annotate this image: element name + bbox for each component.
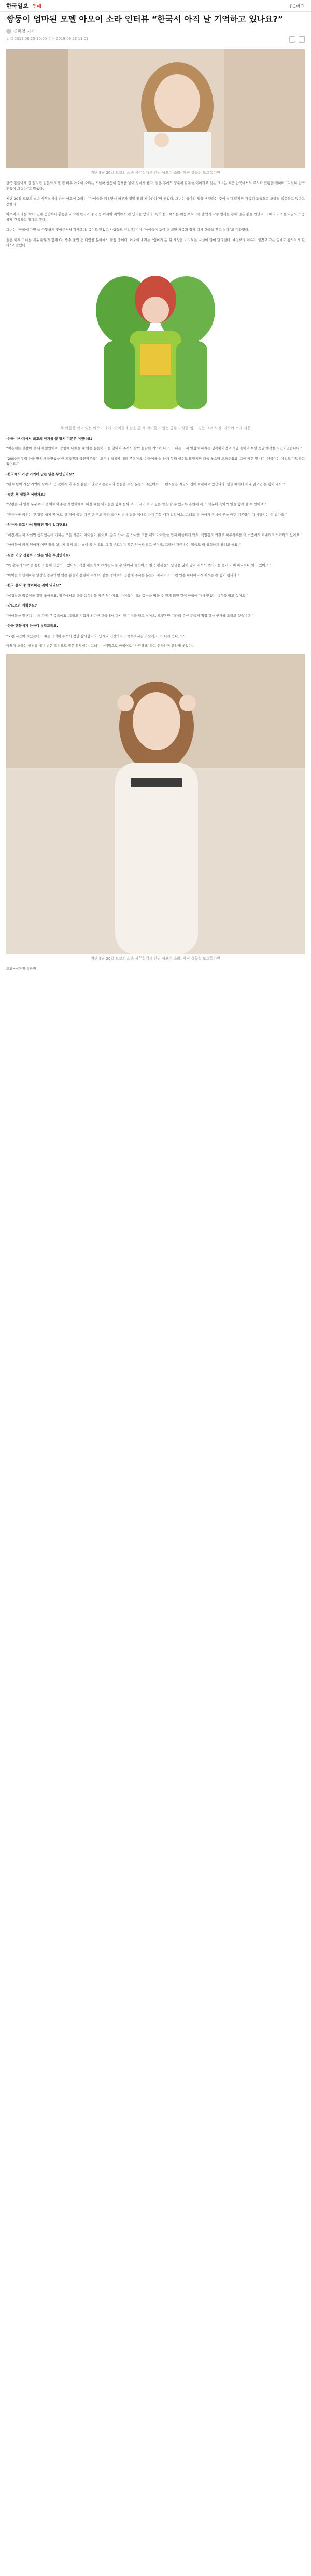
share-icon[interactable] bbox=[299, 36, 305, 43]
paragraph: 결혼 이후 그녀는 배우 활동과 함께 DJ, 방송 출연 등 다양한 분야에서 활동 중이다. 아오이 소라는 “엄마가 된 뒤 세상을 바라보는 시선이 많이 달라졌다. 예전보다 여유가 생겼고 작은 일에도 감사하게 된다”고 말했다. bbox=[6, 237, 305, 247]
answer: “DJ 활동과 SNS를 통한 소통에 집중하고 있어요. 직접 팬들과 이야기를 나눌 수 있어서 즐거워요. 한국 팬분들도 댓글을 많이 남겨 주셔서 번역기를 돌려 가며 하나하나 읽고 있어요.” bbox=[6, 563, 272, 567]
paragraph: 아오이 소라는 2000년대 중반부터 활동을 시작해 한국과 중국 등 아시아 지역에서 큰 인기를 얻었다. 특히 한국에서는 예능 프로그램 출연과 각종 행사를 통해 많은 팬을 만났고, 그때의 기억을 지금도 소중하게 간직하고 있다고 했다. bbox=[6, 212, 305, 222]
photo-2-caption: 두 아들을 안고 있는 아오이 소라. 아이들의 탈을 쓴 채 아이들이 입는 공룡 의상을 입고 있는 그녀 사진. 아오이 소라 제공 bbox=[60, 426, 251, 430]
section-label[interactable]: 연예 bbox=[32, 4, 41, 9]
photo-2 bbox=[67, 253, 244, 424]
byline: 도쿄=심동철 특파원 bbox=[6, 966, 36, 971]
pc-version-link[interactable]: PC버전 bbox=[289, 4, 305, 9]
paragraph: 그녀는 “한국에 가면 늘 따뜻하게 맞아주셔서 감사했다. 음식도 맛있고 사람들도 친절했다”며 “아이들이 조금 더 크면 가족과 함께 다시 한국을 찾고 싶다”고 덧붙였다. bbox=[6, 228, 250, 232]
answer: “아이들이 커서 엄마가 어떤 일을 했는지 알게 되는 날이 올 거예요. 그때 부끄럽지 않은 엄마가 되고 싶어요. 그래서 지금 하는 일들도 더 성실하게 하려고 해요.” bbox=[6, 543, 241, 547]
date-line: 입력 2019.09.23 10:00 수정 2019.09.23 11:03 bbox=[6, 37, 89, 41]
question: -요즘 가장 집중하고 있는 일은 무엇인가요? bbox=[6, 553, 71, 557]
meta-row bbox=[6, 36, 305, 43]
question: -앞으로의 계획은요? bbox=[6, 603, 37, 608]
brand-logo[interactable]: 한국일보 bbox=[6, 3, 29, 9]
photo-3-caption: 지난 9월 20일 도쿄의 소속 사무실에서 만난 아오이 소라. 사진 심동철 도쿄특파원 bbox=[91, 956, 220, 961]
answer: “오랜 시간이 지났는데도 저를 기억해 주셔서 정말 감사합니다. 언제나 건강하시고 행복하시길 바랄게요. 꼭 다시 만나요!” bbox=[6, 634, 185, 638]
answer: “아이들을 잘 키우는 게 가장 큰 목표예요. 그리고 기회가 된다면 한국에서 다시 팬 미팅을 열고 싶어요. 오랫동안 기다려 주신 분들께 직접 감사 인사를 드리고 싶습니다.” bbox=[6, 613, 253, 618]
question: -한국에서 가장 기억에 남는 일은 무엇인가요? bbox=[6, 472, 74, 476]
answer: 아오이 소라는 인터뷰 내내 밝은 표정으로 질문에 답했다. 그녀는 마지막으로 한국어로 “사랑해요”라고 인사하며 환하게 웃었다. bbox=[6, 644, 193, 648]
answer: “삼겹살과 떡볶이를 정말 좋아해요. 일본에서도 한국 음식점을 자주 찾아가요. 아이들이 매운 음식을 먹을 수 있게 되면 같이 한국에 가서 맛있는 음식을 먹고 싶어요.” bbox=[6, 593, 248, 598]
photo-1 bbox=[6, 49, 305, 168]
answer: “아이들과 함께하는 일상을 공유하면 많은 분들이 응원해 주세요. 같은 엄마로서 공감해 주시는 분들도 계시고요. 그런 반응 하나하나가 제게는 큰 힘이 됩니다.” bbox=[6, 573, 239, 578]
question: -결혼 후 생활은 어떤가요? bbox=[6, 492, 46, 497]
top-bar bbox=[0, 0, 311, 12]
paragraph: 한국 팬들에게 잘 알려진 일본의 모델 겸 배우 아오이 소라는 지난해 쌍둥이 형제를 낳아 엄마가 됐다. 결혼 후에도 꾸준히 활동을 이어가고 있는 그녀는 최근 한국에서의 추억과 근황을 전하며 “여전히 한국 팬들이 그립다”고 말했다. bbox=[6, 181, 305, 191]
answer: “쌍둥이를 키우는 건 정말 쉽지 않아요. 한 명이 울면 다른 한 명도 따라 울어서 밤에 잠을 제대로 자지 못할 때가 많았어요. 그래도 두 아이가 동시에 웃을 때면 피곤함이 다 사라지는 것 같아요.” bbox=[6, 512, 287, 517]
photo-3-image bbox=[6, 654, 305, 954]
avatar bbox=[6, 29, 11, 34]
answer: “예전에는 제 자신만 생각했는데 이제는 모든 기준이 아이들이 됐어요. 음식 하나, 옷 하나를 고를 때도 아이들을 먼저 떠올리게 돼요. 책임감도 커졌고 하루하루를 더 소중하게 보내려고 노력하고 있어요.” bbox=[6, 532, 303, 537]
reporter-row bbox=[6, 27, 305, 35]
answer: “남편은 제 일을 누구보다 잘 이해해 주는 사람이에요. 바쁠 때는 아이들을 함께 돌봐 주고, 제가 하고 싶은 일을 할 수 있도록 응원해 줘요. 덕분에 육아와 일을 함께 할 수 있어요.” bbox=[6, 502, 266, 506]
question: -한국 팬들에게 한마디 부탁드려요. bbox=[6, 624, 58, 628]
article-title: 쌍둥이 엄마된 모델 아오이 소라 인터뷰 “한국서 아직 날 기억하고 있나요?” bbox=[6, 14, 284, 24]
answer: “처음에는 실감이 잘 나지 않았어요. 공항에 내렸을 때 많은 분들이 저를 알아봐 주셔서 깜짝 놀랐던 기억이 나요. 그때는 그저 열심히 하자는 생각뿐이었고 지금 돌이켜 보면 정말 행복한 시간이었습니다.” bbox=[6, 446, 303, 451]
paragraph: 지난 20일 도쿄의 소속 사무실에서 만난 아오이 소라는 “아이들을 키우면서 하루가 정말 빨리 지나간다”며 웃었다. 그녀는 육아와 일을 병행하는 것이 쉽지 않지만 가족의 도움으로 조금씩 적응하고 있다고 전했다. bbox=[6, 196, 305, 206]
photo-2-image bbox=[67, 253, 244, 424]
reporter-name[interactable]: 심동철 기자 bbox=[13, 29, 35, 34]
photo-1-image bbox=[6, 49, 305, 168]
question: -한국 음식 중 좋아하는 것이 있나요? bbox=[6, 583, 61, 587]
question: -엄마가 되고 나서 달라진 점이 있다면요? bbox=[6, 523, 68, 527]
share-tools bbox=[289, 36, 305, 43]
font-size-icon[interactable] bbox=[289, 36, 295, 43]
photo-1-caption: 지난 9월 20일 도쿄의 소속 사무실에서 만난 아오이 소라. 사진 심동철 도쿄특파원 bbox=[91, 171, 220, 175]
answer: “팬 미팅이 가장 기억에 남아요. 먼 곳에서 와 주신 분들도 많았고 손편지와 선물을 주신 분들도 계셨어요. 그 편지들은 지금도 집에 보관하고 있습니다. 힘들 때마다 꺼내 읽으면 큰 힘이 돼요.” bbox=[6, 482, 285, 486]
answer: “2009년 무렵 한국 방송에 출연했을 때 제작진과 출연자분들이 모두 친절하게 대해 주셨어요. 한국어를 잘 하지 못해 실수도 많았지만 다들 웃으며 도와주셨죠. 그때 배운 몇 마디 한국어는 아직도 기억하고 있어요.” bbox=[6, 456, 305, 466]
question: -한국 마사지에서 최고의 인기를 끌 당시 기분은 어땠나요? bbox=[6, 436, 93, 441]
photo-3 bbox=[6, 654, 305, 954]
